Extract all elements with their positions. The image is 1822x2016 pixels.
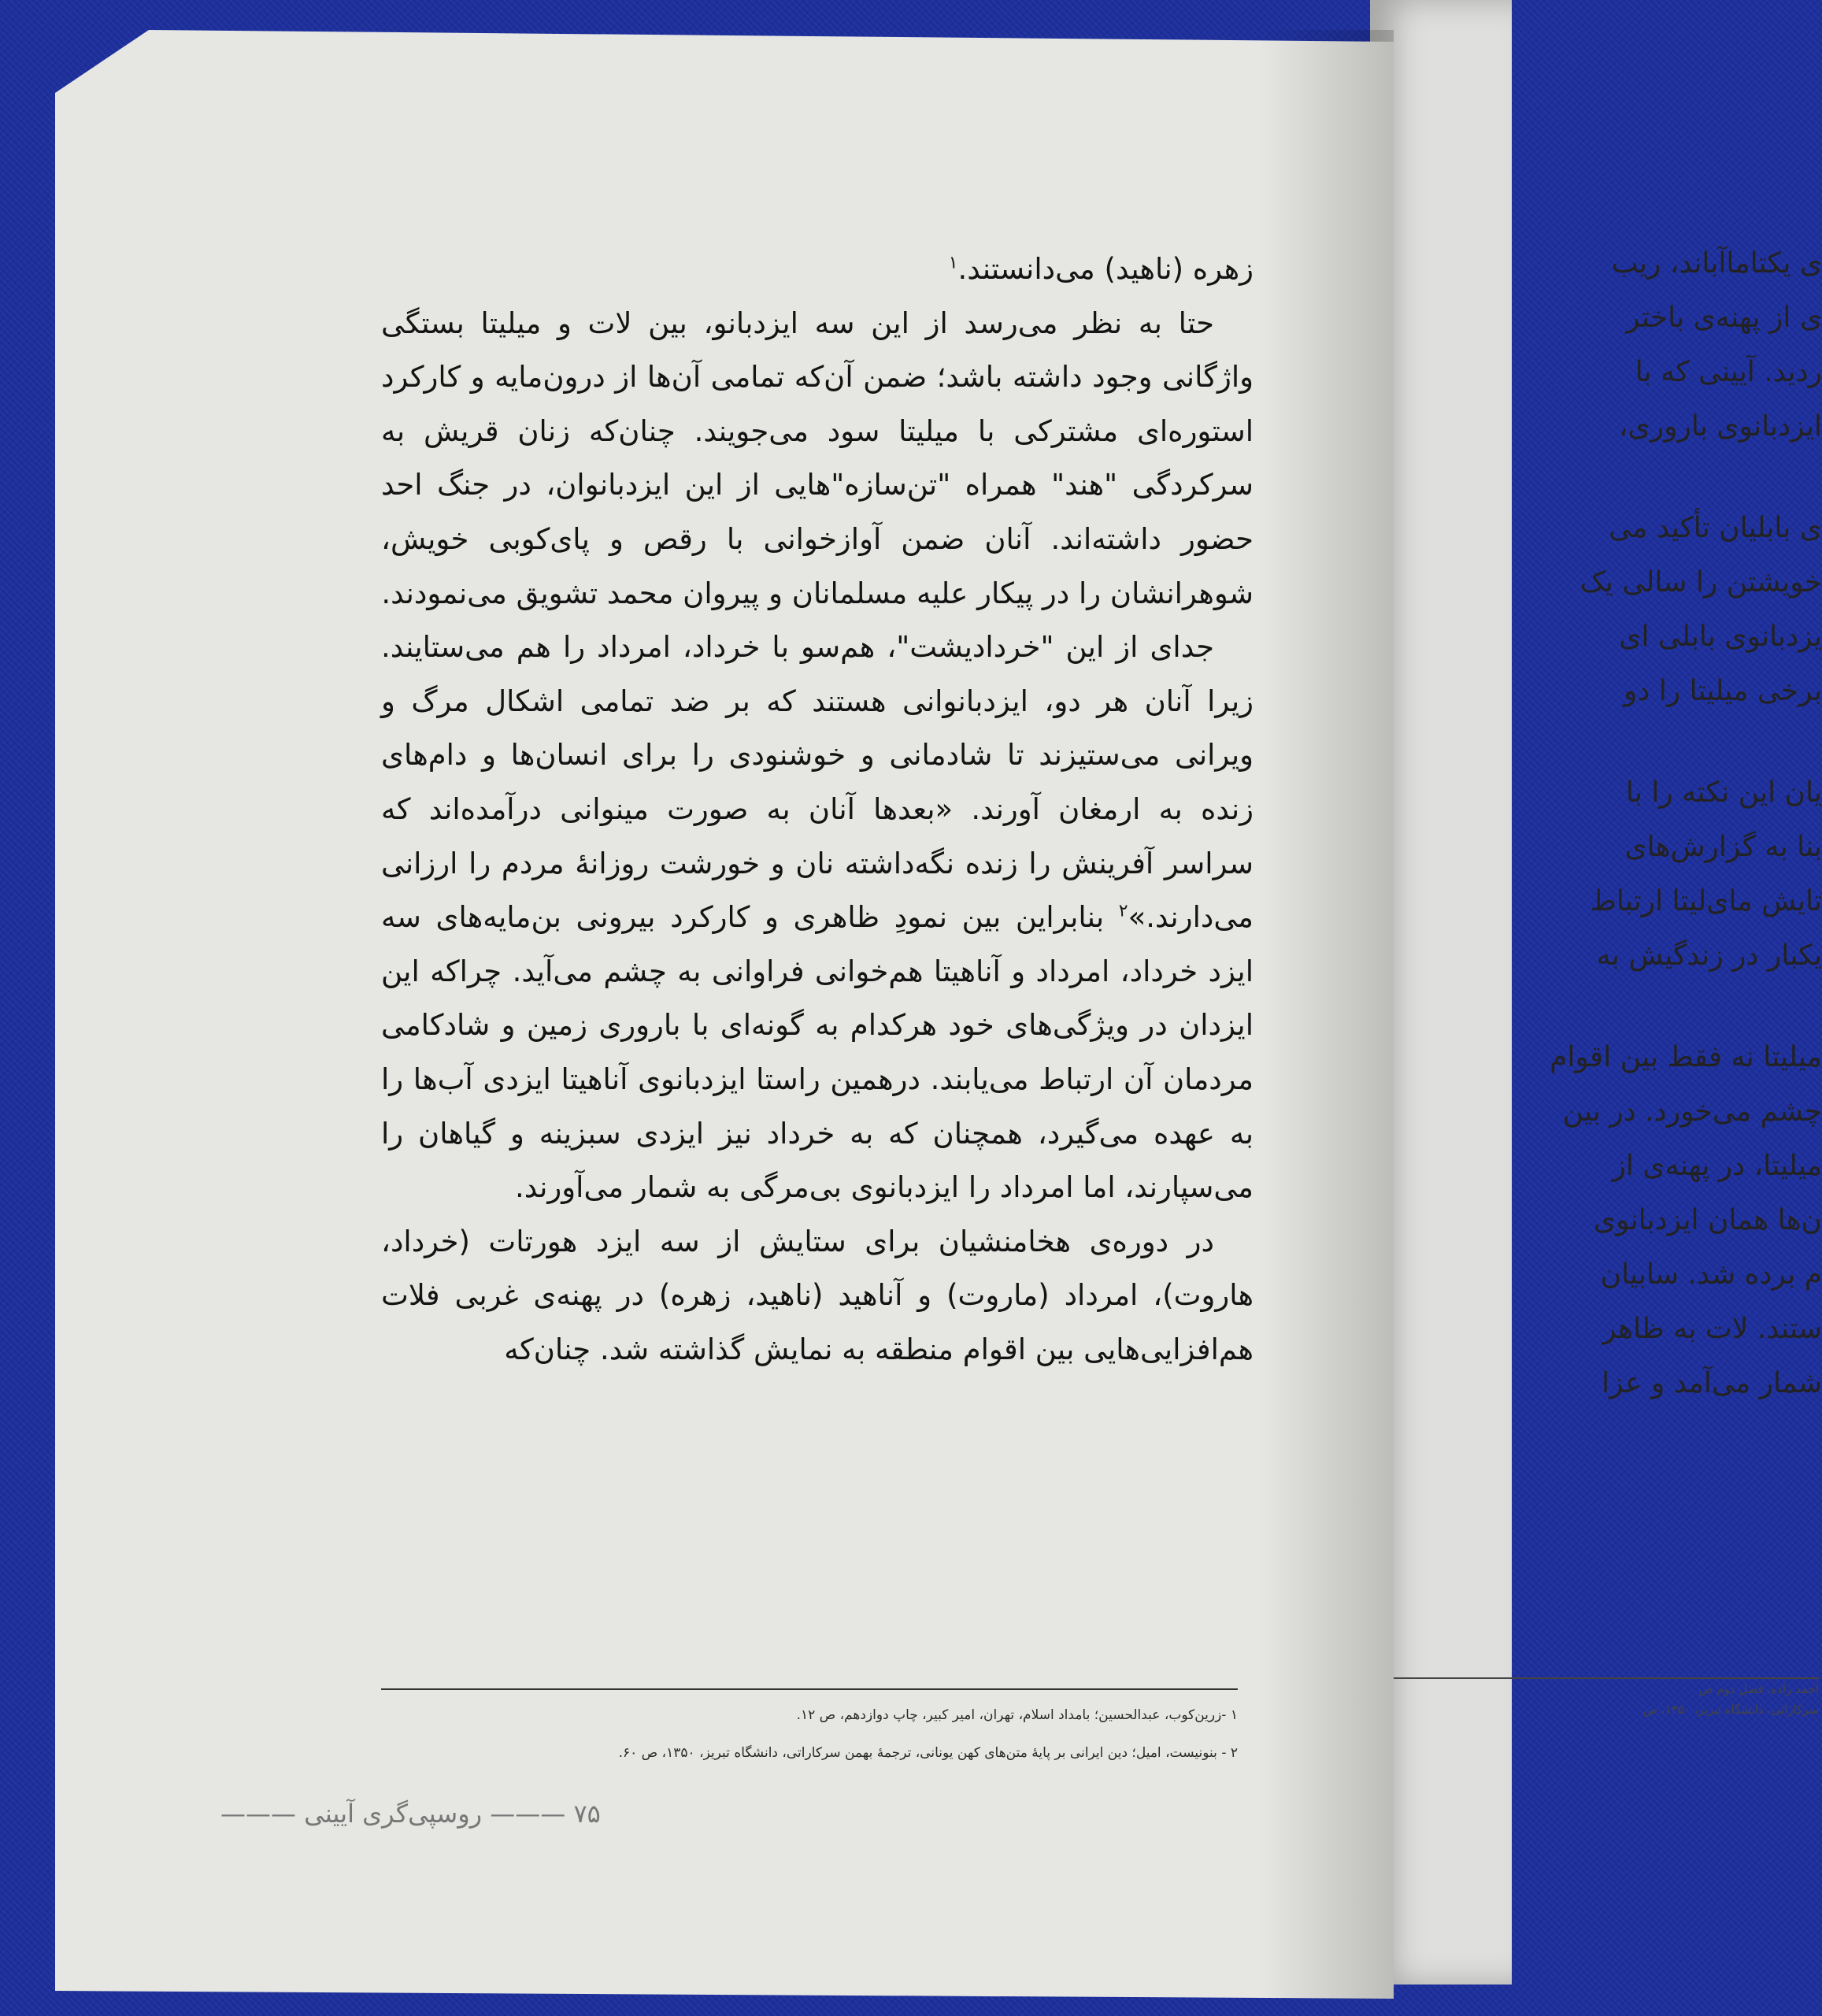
paragraph: حتا به نظر می‌رسد از این سه ایزدبانو، بین لات و میلیتا بستگی واژگانی وجود داشته باشد؛ ضمن آن‌که تمامی آن‌ها از درون‌مایه و کارکرد استوره‌ای مشترکی با میلیتا سود می‌جویند. چنان‌که زنان قریش به سرکردگی "هند" همراه "تن‌سازه"هایی از این ایزدبانوان، در جنگ احد حضور داشته‌اند. آنان ضمن آوازخوانی با رقص و پای‌کوبی خویش، شوهرانشان را در پیکار علیه مسلمانان و پیروان محمد تشویق می‌نمودند. <box>381 306 1254 610</box>
footnote-divider <box>381 1688 1238 1690</box>
footnote: ۱ -زرین‌کوب، عبدالحسین؛ بامداد اسلام، تهران، امیر کبیر، چاپ دوازدهم، ص ۱۲. <box>796 1707 1238 1723</box>
footnote: ۲ - بنونیست، امیل؛ دین ایرانی بر پایهٔ متن‌های کهن یونانی، ترجمهٔ بهمن سرکاراتی، دانشگاه تبریز، ۱۳۵۰، ص ۶۰. <box>618 1745 1238 1761</box>
facing-footnotes <box>1378 1677 1819 1720</box>
facing-line: ن‌ها همان ایزدبانوی <box>1593 1204 1822 1236</box>
paragraph: زهره (ناهید) می‌دانستند.$^۱$ <box>948 252 1254 286</box>
footer-dash: ——— <box>490 1799 566 1829</box>
facing-line: برخی میلیتا را دو <box>1623 675 1822 707</box>
footnotes <box>381 1696 1238 1772</box>
footer-dash: ——— <box>220 1799 296 1829</box>
page-number: ۷۵ <box>573 1799 601 1829</box>
facing-line: تایش مای‌لیتا ارتباط <box>1590 885 1822 917</box>
footnote-ref: ۱ <box>948 253 958 273</box>
body-text <box>381 243 1254 1377</box>
running-title: روسپی‌گری آیینی <box>304 1799 483 1829</box>
facing-line: ایزدبانوی باروری، <box>1618 410 1822 443</box>
facing-line: ی یکتا‌ماآباند، ریب <box>1611 247 1822 280</box>
facing-line: ی بابلیان تأکید می <box>1609 512 1822 544</box>
facing-line: شمار می‌آمد و عزا <box>1602 1367 1822 1399</box>
facing-line: خویشتن را سالی یک <box>1579 566 1822 598</box>
facing-line: یان این نکته را با <box>1625 776 1822 809</box>
facing-line: یکبار در زندگیش به <box>1596 939 1822 972</box>
facing-line: ی از پهنه‌ی باختر <box>1626 302 1822 334</box>
facing-line: میلیتا، در پهنه‌ی از <box>1612 1150 1822 1182</box>
facing-line: ردید. آیینی که با <box>1635 356 1822 388</box>
facing-page-text <box>1381 236 1822 1410</box>
facing-line: یزدبانوی بابلی ای <box>1619 621 1822 653</box>
facing-line: چشم می‌خورد. در بین <box>1562 1095 1822 1128</box>
running-footer <box>220 1799 601 1829</box>
footnote-ref: ۲ <box>1118 901 1128 921</box>
paragraph: در دوره‌ی هخامنشیان برای ستایش از سه ایزد هورتات (خرداد، هاروت)، امرداد (ماروت) و آناهید (ناهید، زهره) در پهنه‌ی غربی فلات هم‌افزایی‌هایی بین اقوام منطقه به نمایش گذاشته شد. چنان‌که <box>381 1224 1254 1366</box>
facing-line: بنا به گزارش‌های <box>1624 831 1822 863</box>
facing-line: ستند. لات به ظاهر <box>1602 1313 1822 1345</box>
paragraph: جدای از این "خردادیشت"، هم‌سو با خرداد، امرداد را هم می‌ستایند. زیرا آنان هر دو، ایزدبانوانی هستند که بر ضد تمامی اشکال مرگ و ویرانی می‌ستیزند تا شادمانی و خوشنودی را برای انسان‌ها و دام‌های زنده به ارمغان آورند. «بعدها آنان به صورت مینوانی درآمده‌اند که سراسر آفرینش را زنده نگه‌داشته نان و خورشت روزانهٔ مردم را ارزانی می‌دارند.»$^۲$ بنابراین بین نمودِ ظاهری و کارکرد بیرونی بن‌مایه‌های سه ایزد خرداد، امرداد و آناهیتا هم‌خوانی فراوانی به چشم می‌آید. چراکه این ایزدان در ویژگی‌های خود هرکدام به گونه‌ای با باروری زمین و شادکامی مردمان آن ارتباط می‌یابند. درهمین راستا ایزدبانوی آناهیتا ایزدی آب‌ها را به عهده می‌گیرد، همچنان که به خرداد نیز ایزدی سبزینه و گیاهان را می‌سپارند، اما امرداد را ایزدبانوی بی‌مرگی به شمار می‌آورند. <box>381 630 1254 1205</box>
facing-line: م برده شد. سابیان <box>1600 1258 1822 1291</box>
facing-line: میلیتا نه فقط بین اقوام <box>1550 1041 1822 1073</box>
facing-footnote: احمد زاده، فصل دوم ص <box>1698 1682 1819 1696</box>
page-gutter-shadow <box>1260 30 1394 1999</box>
facing-footnote: سرکاراتی، دانشگاه تبریز، ۱۳۵۰، ص <box>1642 1703 1819 1717</box>
